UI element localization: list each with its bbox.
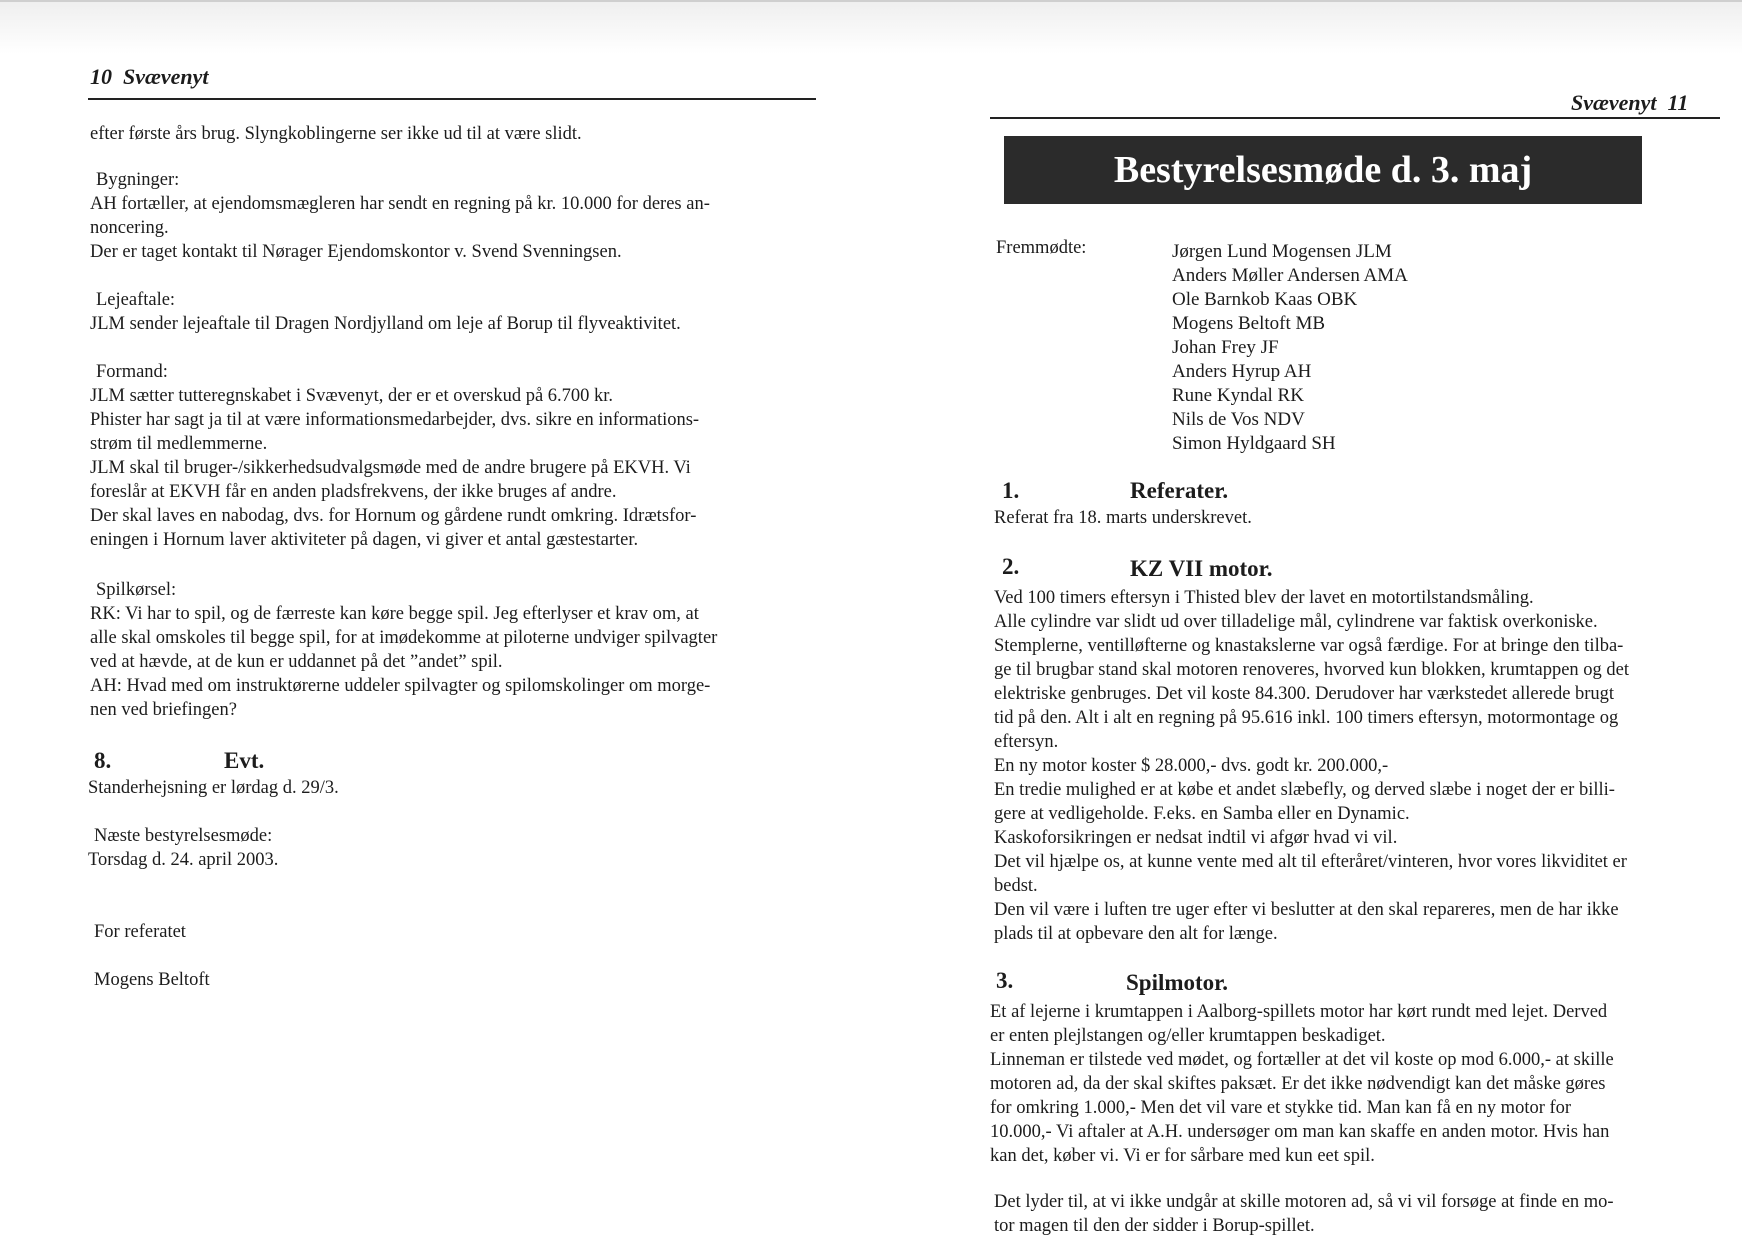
next-meeting-date: Torsdag d. 24. april 2003. xyxy=(88,850,279,870)
attendees-list xyxy=(1172,240,1408,456)
formand-block xyxy=(90,360,699,552)
right-page-header xyxy=(1571,90,1688,116)
section-2-title: KZ VII motor. xyxy=(1130,556,1273,581)
text-line: alle skal omskoles til begge spil, for at imødekomme at piloterne undviger spilvagter xyxy=(90,628,718,648)
left-header-rule xyxy=(88,98,816,100)
text-line: er enten plejlstangen og/eller krumtappen beskadiget. xyxy=(990,1026,1386,1046)
section-3-body xyxy=(990,1000,1614,1168)
text-line: Linneman er tilstede ved mødet, og fortæller at det vil koste op mod 6.000,- at skille xyxy=(990,1050,1614,1070)
text-line: tor magen til den der sidder i Borup-spillet. xyxy=(994,1216,1315,1236)
spilkorsel-block xyxy=(90,578,717,722)
attendee: Rune Kyndal RK xyxy=(1172,385,1304,406)
text-line: Det vil hjælpe os, at kunne vente med alt til efteråret/vinteren, hvor vores likviditet er xyxy=(994,852,1627,872)
attendees-label: Fremmødte: xyxy=(996,238,1087,258)
attendee: Jørgen Lund Mogensen JLM xyxy=(1172,241,1392,262)
text-line: plads til at opbevare den alt for længe. xyxy=(994,924,1278,944)
left-magazine-title: Svævenyt xyxy=(123,64,209,89)
section-1-body xyxy=(994,506,1252,530)
text-line: JLM skal til bruger-/sikkerhedsudvalgsmøde med de andre brugere på EKVH. Vi xyxy=(90,458,691,478)
text-line: strøm til medlemmerne. xyxy=(90,434,268,454)
right-header-rule xyxy=(990,117,1720,119)
signature-name xyxy=(94,968,210,992)
left-page-header xyxy=(90,64,209,90)
text-line: kan det, køber vi. Vi er for sårbare med kun eet spil. xyxy=(990,1146,1375,1166)
section-2-number: 2. xyxy=(1002,554,1020,579)
text-line: elektriske genbruges. Det vil koste 84.300. Derudover har værkstedet allerede brugt xyxy=(994,684,1615,704)
text-line: nen ved briefingen? xyxy=(90,700,237,720)
text-line: JLM sætter tutteregnskabet i Svævenyt, der er et overskud på 6.700 kr. xyxy=(90,386,614,406)
text-line: JLM sender lejeaftale til Dragen Nordjylland om leje af Borup til flyveaktivitet. xyxy=(90,314,681,334)
text-line: efter første års brug. Slyngkoblingerne ser ikke ud til at være slidt. xyxy=(90,124,582,144)
meeting-title-banner: Bestyrelsesmøde d. 3. maj xyxy=(1004,136,1642,204)
section-8-title: Evt. xyxy=(224,748,265,773)
attendee: Anders Møller Andersen AMA xyxy=(1172,265,1408,286)
bygninger-heading: Bygninger: xyxy=(96,170,180,190)
section-2-body xyxy=(994,586,1629,946)
lejeaftale-heading: Lejeaftale: xyxy=(96,290,176,310)
text-line: Phister har sagt ja til at være informationsmedarbejder, dvs. sikre en informations- xyxy=(90,410,700,430)
text-line: motoren ad, da der skal skiftes paksæt. Er det ikke nødvendigt kan det måske gøres xyxy=(990,1074,1606,1094)
text-line: Der er taget kontakt til Nørager Ejendomskontor v. Svend Svenningsen. xyxy=(90,242,622,262)
text-line: Alle cylindre var slidt ud over tilladelige mål, cylindrene var faktisk overkoniske. xyxy=(994,612,1598,632)
section-8-body xyxy=(88,776,339,800)
text-line: foreslår at EKVH får en anden pladsfrekvens, der ikke bruges af andre. xyxy=(90,482,617,502)
text-line: eftersyn. xyxy=(994,732,1059,752)
attendee: Simon Hyldgaard SH xyxy=(1172,433,1336,454)
section-1-number: 1. xyxy=(1002,478,1020,503)
text-line: bedst. xyxy=(994,876,1038,896)
attendee: Nils de Vos NDV xyxy=(1172,409,1305,430)
signature-name-text: Mogens Beltoft xyxy=(94,970,210,990)
section-3-title: Spilmotor. xyxy=(1126,970,1229,995)
section-1-title: Referater. xyxy=(1130,478,1229,503)
text-line: Standerhejsning er lørdag d. 29/3. xyxy=(88,778,339,798)
text-line: Det lyder til, at vi ikke undgår at skille motoren ad, så vi vil forsøge at finde en mo- xyxy=(994,1192,1614,1212)
section-3-number: 3. xyxy=(996,968,1014,993)
text-line: ge til brugbar stand skal motoren renoveres, hvorved kun blokken, krumtappen og det xyxy=(994,660,1630,680)
text-line: Ved 100 timers eftersyn i Thisted blev der lavet en motortilstandsmåling. xyxy=(994,588,1534,608)
attendee: Johan Frey JF xyxy=(1172,337,1279,358)
text-line: En ny motor koster $ 28.000,- dvs. godt kr. 200.000,- xyxy=(994,756,1389,776)
next-meeting-heading: Næste bestyrelsesmøde: xyxy=(94,826,273,846)
attendee: Ole Barnkob Kaas OBK xyxy=(1172,289,1358,310)
text-line: ved at hævde, at de kun er uddannet på det ”andet” spil. xyxy=(90,652,503,672)
right-page-number: 11 xyxy=(1667,90,1689,115)
text-line: AH fortæller, at ejendomsmægleren har sendt en regning på kr. 10.000 for deres an- xyxy=(90,194,710,214)
next-meeting-block xyxy=(88,824,278,872)
text-line: noncering. xyxy=(90,218,169,238)
text-line: RK: Vi har to spil, og de færreste kan køre begge spil. Jeg efterlyser et krav om, at xyxy=(90,604,699,624)
text-line: Referat fra 18. marts underskrevet. xyxy=(994,508,1252,528)
intro-block xyxy=(90,122,582,146)
signature-label-text: For referatet xyxy=(94,922,186,942)
text-line: AH: Hvad med om instruktørerne uddeler spilvagter og spilomskolinger om morge- xyxy=(90,676,711,696)
left-page xyxy=(0,0,871,1228)
text-line: gere at vedligeholde. F.eks. en Samba eller en Dynamic. xyxy=(994,804,1410,824)
text-line: Et af lejerne i krumtappen i Aalborg-spillets motor har kørt rundt med lejet. Derved xyxy=(990,1002,1608,1022)
text-line: Den vil være i luften tre uger efter vi beslutter at den skal repareres, men de har ikke xyxy=(994,900,1619,920)
spilkorsel-heading: Spilkørsel: xyxy=(96,580,177,600)
signature-label xyxy=(94,920,186,944)
text-line: tid på den. Alt i alt en regning på 95.616 inkl. 100 timers eftersyn, motormontage og xyxy=(994,708,1619,728)
section-3-continuation xyxy=(994,1190,1614,1238)
text-line: En tredie mulighed er at købe et andet slæbefly, og derved slæbe i noget der er billi- xyxy=(994,780,1615,800)
attendee: Anders Hyrup AH xyxy=(1172,361,1312,382)
text-line: Kaskoforsikringen er nedsat indtil vi afgør hvad vi vil. xyxy=(994,828,1398,848)
text-line: Stemplerne, ventilløfterne og knastakslerne var også færdige. For at bringe den tilba- xyxy=(994,636,1624,656)
right-magazine-title: Svævenyt xyxy=(1571,90,1657,115)
text-line: eningen i Hornum laver aktiviteter på dagen, vi giver et antal gæstestarter. xyxy=(90,530,639,550)
text-line: Der skal laves en nabodag, dvs. for Hornum og gårdene rundt omkring. Idrætsfor- xyxy=(90,506,697,526)
bygninger-block xyxy=(90,168,710,264)
section-8-number: 8. xyxy=(94,748,112,773)
formand-heading: Formand: xyxy=(96,362,168,382)
lejeaftale-block xyxy=(90,288,681,336)
text-line: 10.000,- Vi aftaler at A.H. undersøger om man kan skaffe en anden motor. Hvis han xyxy=(990,1122,1610,1142)
attendee: Mogens Beltoft MB xyxy=(1172,313,1326,334)
text-line: for omkring 1.000,- Men det vil vare et stykke tid. Man kan få en ny motor for xyxy=(990,1098,1572,1118)
left-page-number: 10 xyxy=(90,64,112,89)
